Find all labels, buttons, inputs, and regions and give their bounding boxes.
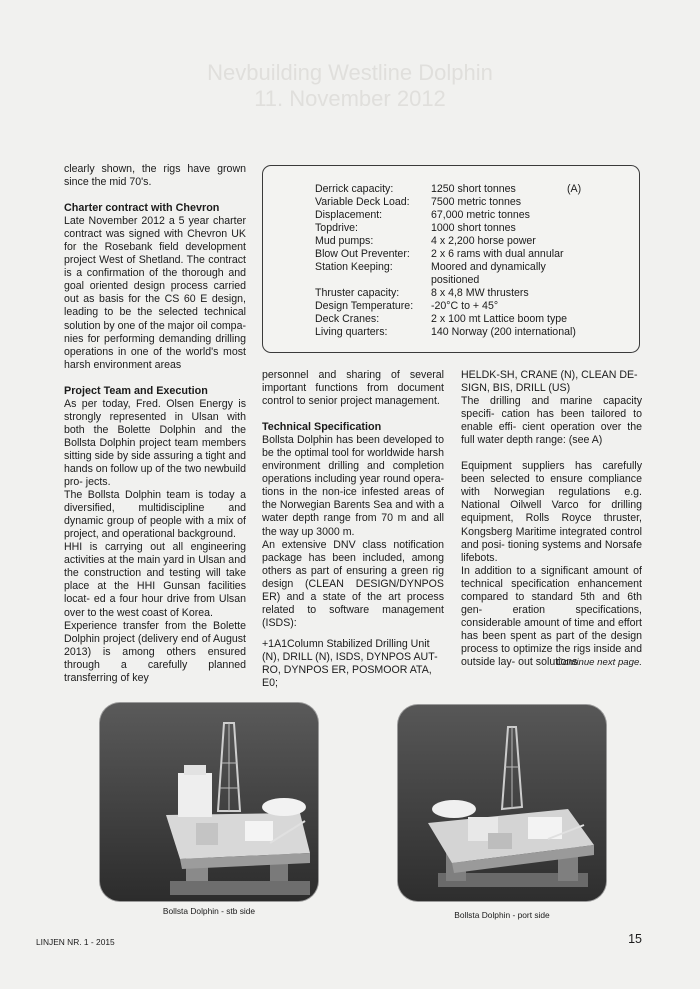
left-intro: clearly shown, the rigs have grown since the mid 70's. bbox=[64, 163, 246, 189]
technical-p2: Bollsta Dolphin has been developed to be the optimal tool for worldwide harsh environment drilling and completion operations including year round opera- tions in the non-ice infested areas of the Norwegian Barents Sea and with a water depth range from 70 m and all the way up 3000 m. bbox=[262, 434, 444, 538]
middle-p1: personnel and sharing of several important functions from document control to senior project management. bbox=[262, 369, 444, 408]
spec-value: 4 x 2,200 horse power bbox=[431, 235, 536, 247]
right-column bbox=[461, 369, 642, 669]
spec-value: -20°C to + 45° bbox=[431, 300, 499, 312]
right-p2: The drilling and marine capacity specifi- cation has been tailored to enable effi- cient operation over the full water depth range: (see A) bbox=[461, 395, 642, 447]
right-p4: In addition to a significant amount of technical specification enhancement compared to standard 5th and 6th gen- eration specifications, considerable amount of time and effort has been spent as part of the design process to optimize the rigs inside and outside lay- out solutions. bbox=[461, 564, 642, 668]
project-team-p2: The Bollsta Dolphin team is today a diversified, multidiscipline and dynamic group of people with a mix of project, and operational background. bbox=[64, 489, 246, 541]
spec-label: Topdrive: bbox=[315, 222, 358, 234]
middle-column bbox=[262, 369, 444, 690]
spec-label: Displacement: bbox=[315, 209, 383, 221]
spec-label: Deck Cranes: bbox=[315, 313, 380, 325]
spec-tag: (A) bbox=[567, 183, 582, 195]
spec-label: Mud pumps: bbox=[315, 235, 374, 247]
footer-issue: LINJEN NR. 1 - 2015 bbox=[36, 937, 115, 947]
spec-value: 2 x 100 mt Lattice boom type bbox=[431, 313, 568, 325]
project-team-p1: As per today, Fred. Olsen Energy is strongly represented in Ulsan with both the Bolette Dolphin and the Bollsta Dolphin project team members sitting side by side assuring a tight and hands on follow up of the two newbuild pro- jects. bbox=[64, 397, 246, 489]
project-team-p3: HHI is carrying out all engineering activities at the main yard in Ulsan and the construction and testing will take place at the HHI Gunsan facilities locat- ed a four hour drive from Ulsan over to the west coast of Korea. bbox=[64, 541, 246, 619]
section-text-charter: Late November 2012 a 5 year charter contract was signed with Chevron UK for the Rosebank field development project West of Shetland. The contract is a confirmation of the thorough and goal oriented design process carried out as basis for the CS 60 E design, leading to be the selected technical solution by one of the major oil compa- nies for performing demanding drilling operations in one of the world's most harsh environment areas bbox=[64, 215, 246, 371]
ghost-title-line1: Nevbuilding Westline Dolphin bbox=[207, 60, 493, 85]
continue-next-page: Continue next page. bbox=[556, 657, 642, 668]
spec-label: Thruster capacity: bbox=[315, 287, 400, 299]
page-number: 15 bbox=[628, 932, 642, 946]
technical-p3: An extensive DNV class notification package has been included, among others as part of ensuring a green rig design (CLEAN DESIGN/DYNPOS ER) and a state of the art process related to software management (ISDS): bbox=[262, 538, 444, 629]
spec-label: Station Keeping: bbox=[315, 261, 393, 273]
spec-value: 140 Norway (200 international) bbox=[431, 326, 576, 338]
rig-image-port bbox=[398, 705, 606, 901]
spec-value: 8 x 4,8 MW thrusters bbox=[431, 287, 529, 299]
right-p3: Equipment suppliers has carefully been selected to ensure compliance with Norwegian regulations e.g. National Oilwell Varco for drilling equipment, Rolls Royce thruster, Kongsberg Maritime integrated control and posi- tioning systems and Norsafe lifebots. bbox=[461, 460, 642, 564]
spec-value: Moored and dynamically positioned bbox=[431, 261, 546, 286]
section-heading-charter: Charter contract with Chevron bbox=[64, 202, 220, 215]
spec-value: 1000 short tonnes bbox=[431, 222, 516, 234]
specification-box bbox=[262, 165, 640, 353]
photo-stb-side bbox=[100, 703, 318, 901]
rig-image-stb bbox=[100, 703, 318, 901]
spec-value: 1250 short tonnes bbox=[431, 183, 516, 195]
photo-port-side bbox=[398, 705, 606, 901]
caption-stb-side: Bollsta Dolphin - stb side bbox=[162, 906, 256, 916]
spec-value: 67,000 metric tonnes bbox=[431, 209, 530, 221]
project-team-p4: Experience transfer from the Bolette Dolphin project (delivery end of August 2013) is among others ensured through a carefully planned transferring of key bbox=[64, 619, 246, 684]
spec-value: 2 x 6 rams with dual annular bbox=[431, 248, 564, 260]
spec-label: Blow Out Preventer: bbox=[315, 248, 410, 260]
spec-value: 7500 metric tonnes bbox=[431, 196, 522, 208]
ghost-title-line2: 11. November 2012 bbox=[254, 86, 446, 111]
technical-p4: +1A1Column Stabilized Drilling Unit (N), DRILL (N), ISDS, DYNPOS AUT-RO, DYNPOS ER, POSMOOR ATA, E0; bbox=[262, 637, 438, 690]
spec-label: Derrick capacity: bbox=[315, 183, 394, 195]
left-column bbox=[64, 163, 246, 685]
spec-label: Living quarters: bbox=[315, 326, 388, 338]
caption-port-side: Bollsta Dolphin - port side bbox=[454, 910, 550, 920]
right-p1: HELDK-SH, CRANE (N), CLEAN DE- SIGN, BIS, DRILL (US) bbox=[461, 369, 638, 395]
section-heading-project-team: Project Team and Execution bbox=[64, 384, 208, 397]
spec-label: Variable Deck Load: bbox=[315, 196, 410, 208]
spec-label: Design Temperature: bbox=[315, 300, 414, 312]
section-heading-technical: Technical Specification bbox=[262, 421, 382, 434]
